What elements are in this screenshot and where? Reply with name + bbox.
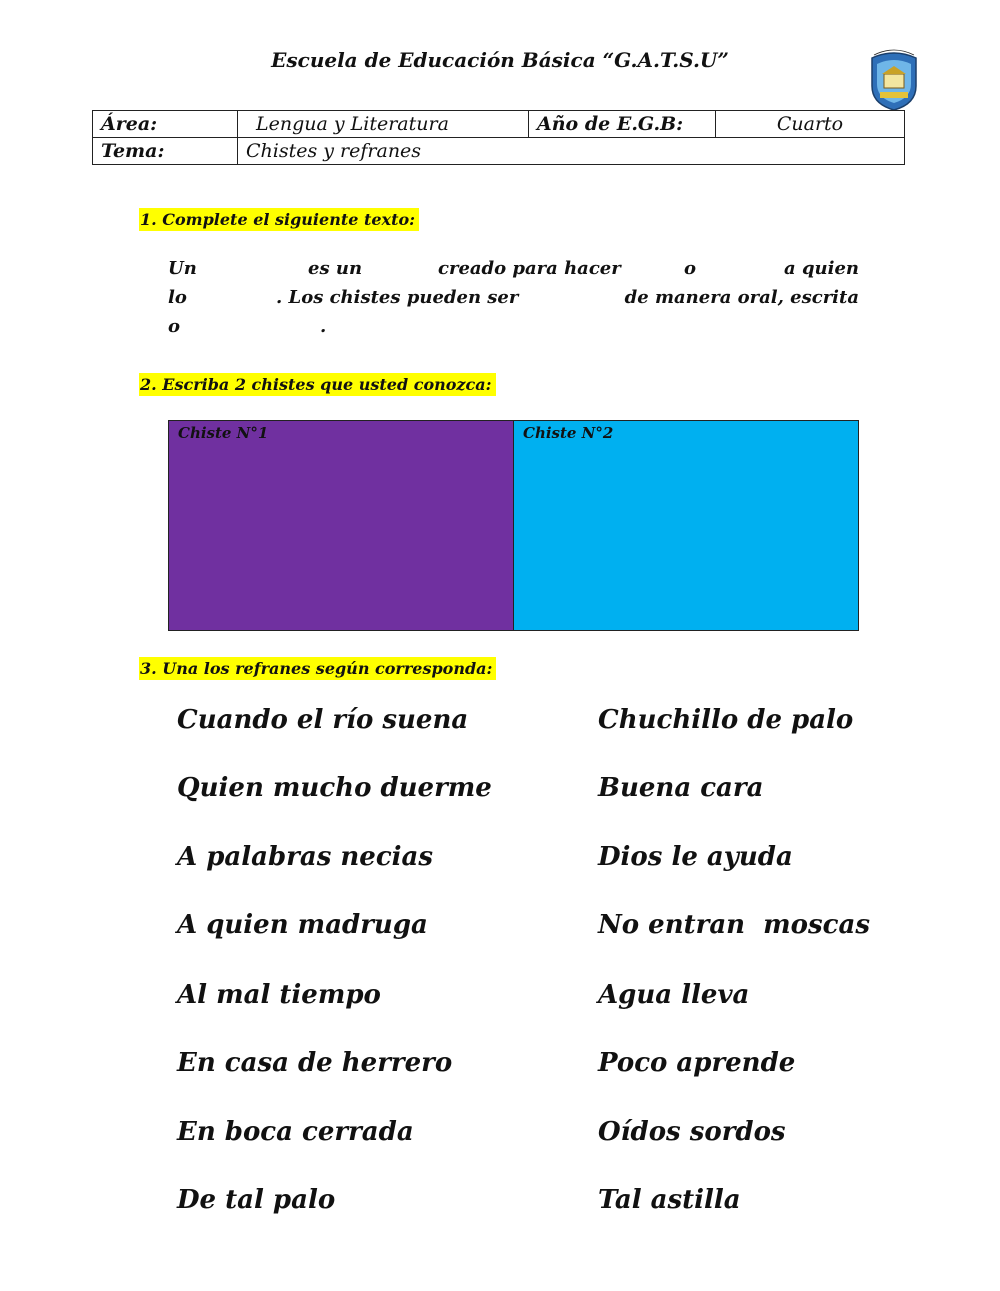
q1-word: lo [168,287,187,308]
year-label: Año de E.G.B: [529,111,716,138]
proverb-start[interactable]: A quien madruga [177,910,428,940]
q1-word: creado para hacer [438,258,621,279]
proverb-start[interactable]: De tal palo [177,1185,336,1215]
q1-word: o [684,258,697,279]
proverb-end[interactable]: No entran moscas [598,910,870,940]
area-value: Lengua y Literatura [238,111,529,138]
proverb-end[interactable]: Oídos sordos [598,1117,786,1147]
area-label: Área: [93,111,238,138]
question-2-heading: 2. Escriba 2 chistes que usted conozca: [139,373,496,396]
proverb-start[interactable]: En boca cerrada [177,1117,414,1147]
topic-value: Chistes y refranes [238,138,905,165]
question-1-heading: 1. Complete el siguiente texto: [139,208,419,231]
joke-box-1-label: Chiste N°1 [178,424,269,442]
proverb-end[interactable]: Tal astilla [598,1185,741,1215]
proverb-end[interactable]: Chuchillo de palo [598,705,854,735]
q1-word: . Los chistes pueden ser [276,287,519,308]
q1-word: es un [308,258,363,279]
proverb-end[interactable]: Agua lleva [598,980,750,1010]
joke-box-2[interactable] [513,420,859,631]
question-3-heading: 3. Una los refranes según corresponda: [139,657,496,680]
q1-word: a quien [784,258,859,279]
proverb-start[interactable]: Al mal tiempo [177,980,381,1010]
proverb-start[interactable]: A palabras necias [177,842,434,872]
proverb-start[interactable]: Quien mucho duerme [177,773,492,803]
proverb-end[interactable]: Poco aprende [598,1048,796,1078]
q1-word: . [320,316,327,337]
joke-box-1[interactable] [168,420,514,631]
q1-word: o [168,316,181,337]
q1-word: Un [168,258,197,279]
proverb-end[interactable]: Buena cara [598,773,764,803]
proverb-start[interactable]: Cuando el río suena [177,705,469,735]
proverb-end[interactable]: Dios le ayuda [598,842,793,872]
school-crest-logo [866,46,922,112]
q1-word: de manera oral, escrita [624,287,859,308]
proverb-start[interactable]: En casa de herrero [177,1048,453,1078]
topic-label: Tema: [93,138,238,165]
fill-in-paragraph [168,258,859,348]
info-table [92,110,905,165]
joke-box-2-label: Chiste N°2 [523,424,614,442]
year-value: Cuarto [716,111,905,138]
school-title: Escuela de Educación Básica “G.A.T.S.U” [271,48,729,72]
